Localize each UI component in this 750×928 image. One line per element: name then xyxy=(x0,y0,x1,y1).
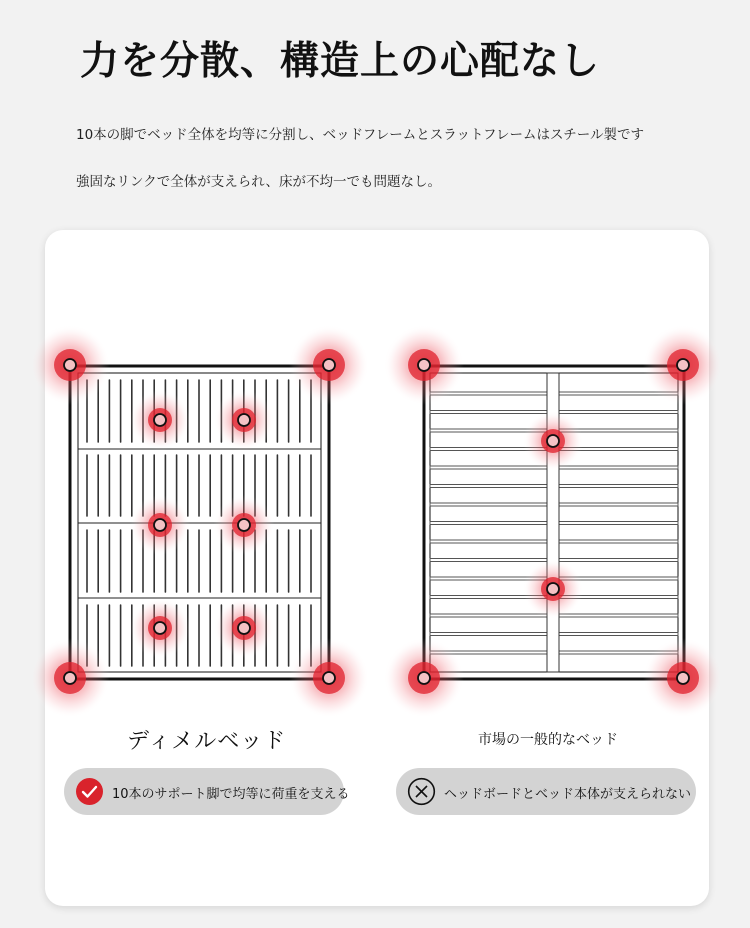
dimel-bed-badge-text: 10本のサポート脚で均等に荷重を支える xyxy=(112,787,350,802)
description-line-2: 強固なリンクで全体が支えられ、床が不均一でも問題なし。 xyxy=(76,174,442,190)
page-title: 力を分散、構造上の心配なし xyxy=(80,39,601,84)
generic-bed-badge xyxy=(396,768,696,815)
description-line-1: 10本の脚でベッド全体を均等に分割し、ベッドフレームとスラットフレームはスチール製です xyxy=(76,127,644,143)
x-circle-icon xyxy=(407,777,436,806)
dimel-bed-badge xyxy=(64,768,350,815)
generic-bed-badge-text: ヘッドボードとベッド本体が支えられない xyxy=(444,787,692,802)
generic-bed-caption: 市場の一般的なベッド xyxy=(478,732,618,748)
check-icon xyxy=(75,777,104,806)
dimel-bed-caption: ディメルベッド xyxy=(127,729,287,754)
